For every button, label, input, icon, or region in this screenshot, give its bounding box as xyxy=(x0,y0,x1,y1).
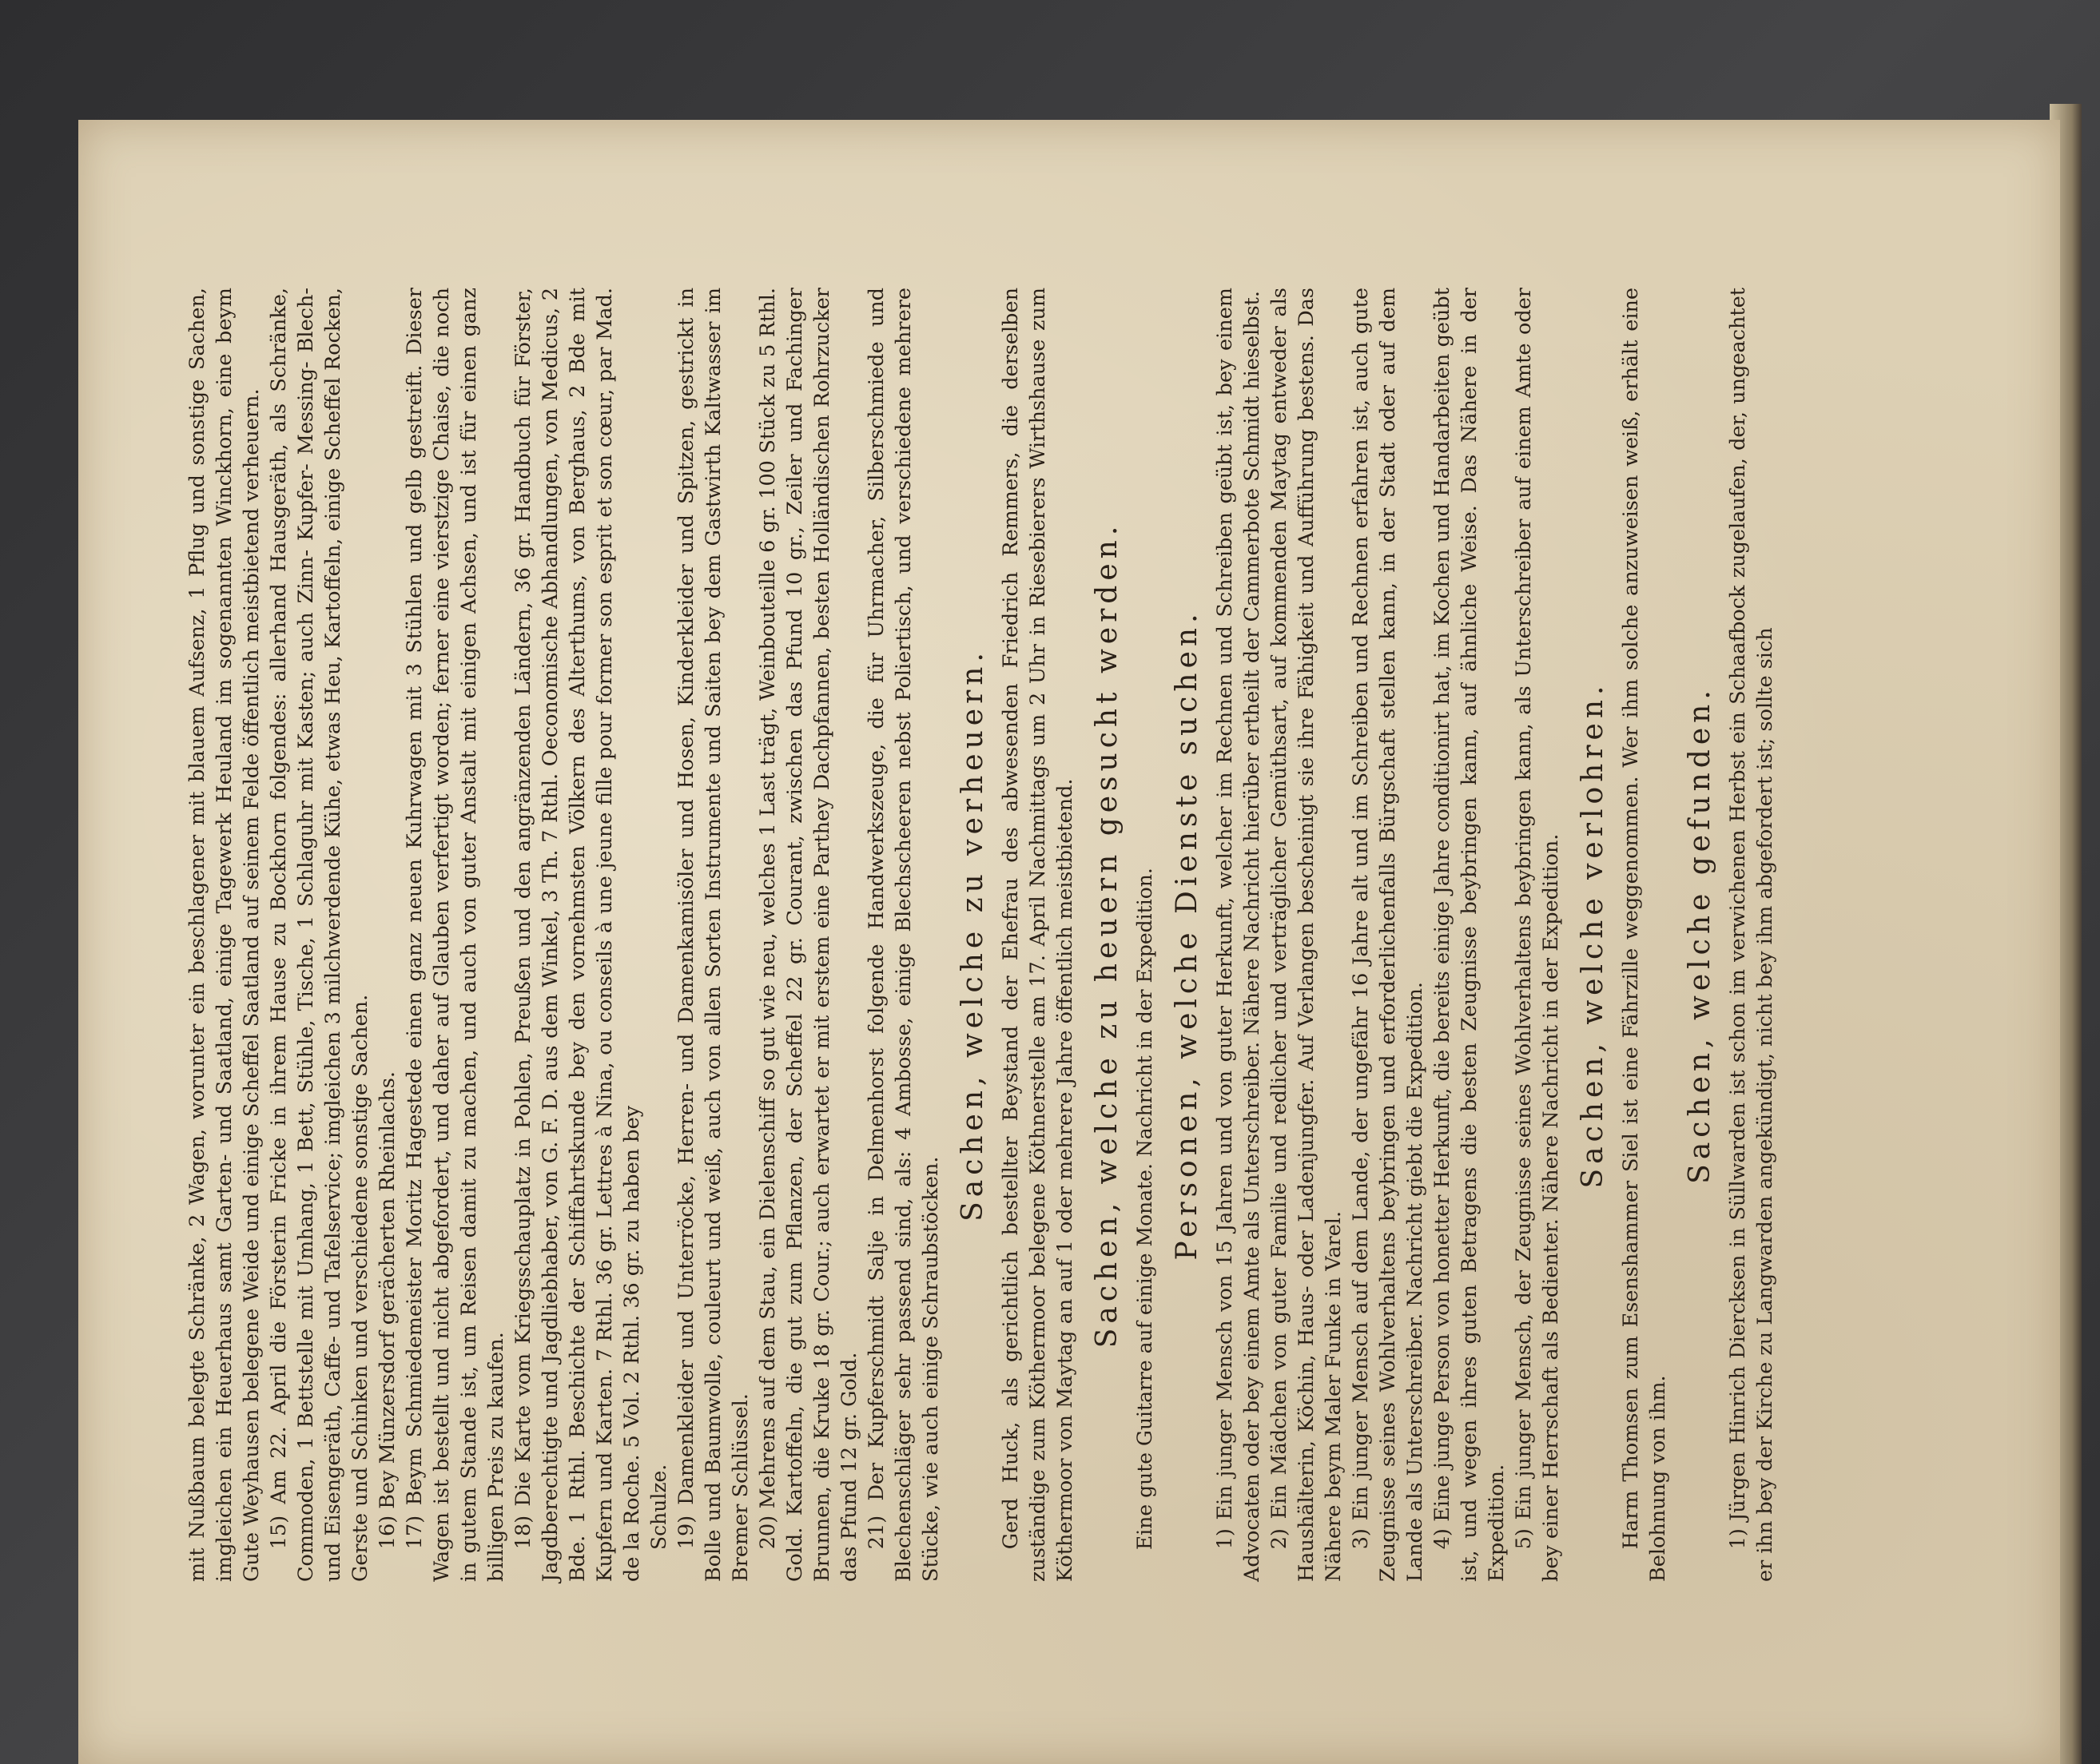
paragraph-19: 19) Damenkleider und Unterröcke, Herren- und Damenkamisöler und Hosen, Kinderkleider und Spitzen, gestrickt in Bolle und Baumwolle, couleurt und weiß, auch von allen Sorten Instrumente und Saiten bey dem Gastwirth Kaltwasser im Bremer Schlüssel. xyxy=(674,288,753,1582)
rotated-text-block xyxy=(184,288,1878,1582)
signature-schulze: Schulze. xyxy=(647,1464,670,1550)
paragraph-20: 20) Mehrens auf dem Stau, ein Dielenschiff so gut wie neu, welches 1 Last trägt, Weinbouteille 6 gr. 100 Stück zu 5 Rthl. Gold. Kartoffeln, die gut zum Pflanzen, der Scheffel 22 gr. Courant, zwischen das Pfund 10 gr., Zeiler und Fachinger Brunnen, die Kruke 18 gr. Cour.; auch erwartet er mit erstem eine Parthey Dachpfannen, besten Holländischen Rohrzucker das Pfund 12 gr. Gold. xyxy=(756,288,861,1582)
dienste-item-1: 1) Ein junger Mensch von 15 Jahren und von guter Herkunft, welcher im Rechnen und Schreiben geübt ist, bey einem Advocaten oder bey einem Amte als Unterschreiber. Nähere Nachricht hierüber ertheilt der Cammerbote Schmidt hieselbst. xyxy=(1213,288,1264,1582)
dienste-item-3: 3) Ein junger Mensch auf dem Lande, der ungefähr 16 Jahre alt und im Schreiben und Rechnen erfahren ist, auch gute Zeugnisse seines Wohlverhaltens beybringen und erforderlichenfalls Bürgschaft stellen kann, in der Stadt oder auf dem Lande als Unterschreiber. Nachricht giebt die Expedition. xyxy=(1349,288,1427,1582)
paragraph-18: 18) Die Karte vom Kriegsschauplatz in Pohlen, Preußen und den angränzenden Ländern, 36 gr. Handbuch für Förster, Jagdberechtigte und Jagdliebhaber, von G. F. D. aus dem Winkel, 3 Th. 7 Rthl. Oeconomische Abhandlungen, von Medicus, 2 Bde. 1 Rthl. Beschichte der Schiffahrtskunde bey den vornehmsten Völkern des Alterthums, von Berghaus, 2 Bde mit Kupfern und Karten. 7 Rthl. 36 gr. Lettres à Nina, ou conseils à une jeune fille pour former son esprit et son cœur, par Mad. de la Roche. 5 Vol. 2 Rthl. 36 gr. zu haben bey xyxy=(511,288,644,1582)
paragraph-17: 17) Beym Schmiedemeister Moritz Hagestede einen ganz neuen Kuhrwagen mit 3 Stühlen und gelb gestreift. Dieser Wagen ist bestellt und nicht abgefordert, und daher auf Glauben verfertigt worden; ferner eine vierstzige Chaise, die noch in gutem Stande ist, um Reisen damit zu machen, und auch von guter Anstalt mit einigen Achsen, und ist für einen ganz billigen Preis zu kaufen. xyxy=(403,288,508,1582)
heuern-gesucht-text: Eine gute Guitarre auf einige Monate. Nachricht in der Expedition. xyxy=(1133,868,1156,1550)
dienste-item-2: 2) Ein Mädchen von guter Familie und redlicher und verträglicher Gemüthsart, auf kommenden Maytag entweder als Haushälterin, Köchin, Haus- oder Ladenjungfer. Auf Verlangen bescheinigt sie ihre Fähigkeit und Aufführung bestens. Das Nähere beym Maler Funke in Varel. xyxy=(1267,288,1346,1582)
heading-dienste-suchen: Personen, welche Dienste suchen. xyxy=(1171,609,1203,1261)
heading-gefunden: Sachen, welche gefunden. xyxy=(1684,685,1716,1184)
paragraph-16: 16) Bey Münzersdorf gerächerten Rheinlachs. xyxy=(376,1071,400,1550)
heading-zu-heuern-gesucht: Sachen, welche zu heuern gesucht werden. xyxy=(1091,521,1124,1349)
heading-zu-verheuern: Sachen, welche zu verheuern. xyxy=(957,648,989,1222)
heading-verlohren: Sachen, welche verlohren. xyxy=(1577,681,1609,1189)
gefunden-text: 1) Jürgen Hinrich Diercksen in Süllwarden ist schon im verwichenen Herbst ein Schaafbock zugelaufen, der, ungeachtet er ihn bey der Kirche zu Langwarden angekündigt, nicht bey ihm abgefordert ist; sollte sich xyxy=(1726,288,1777,1582)
verlohren-text: Harm Thomsen zum Esenshammer Siel ist eine Fährzille weggenommen. Wer ihm solche anzuweisen weiß, erhält eine Belohnung von ihm. xyxy=(1619,288,1670,1582)
paragraph-15: 15) Am 22. April die Försterin Fricke in ihrem Hause zu Bockhorn folgendes: allerhand Hausgeräth, als Schränke, Commoden, 1 Bettstelle mit Umhang, 1 Bett, Stühle, Tische, 1 Schlaguhr mit Kasten; auch Zinn- Kupfer- Messing- Blech- und Eisengeräth, Caffe- und Tafelservice; imgleichen 3 milchwerdende Kühe, etwas Heu, Kartoffeln, einige Scheffel Rocken, Gerste und Schinken und verschiedene sonstige Sachen. xyxy=(267,288,372,1582)
verheuern-text: Gerd Huck, als gerichtlich bestellter Beystand der Ehefrau des abwesenden Friedrich Remmers, die derselben zuständige zum Köthermoor belegene Köthnerstelle am 17. April Nachmittags um 2 Uhr in Riesebierers Wirthshause zum Köthermoor von Maytag an auf 1 oder mehrere Jahre öffentlich meistbietend. xyxy=(999,288,1077,1582)
dienste-item-5: 5) Ein junger Mensch, der Zeugnisse seines Wohlverhaltens beybringen kann, als Unterschreiber auf einem Amte oder bey einer Herrschaft als Bedienter. Nähere Nachricht in der Expedition. xyxy=(1512,288,1563,1582)
dienste-item-4: 4) Eine junge Person von honetter Herkunft, die bereits einige Jahre conditionirt hat, im Kochen und Handarbeiten geübt ist, und wegen ihres guten Betragens die besten Zeugnisse beybringen kann, auf ähnliche Weise. Das Nähere in der Expedition. xyxy=(1430,288,1509,1582)
paragraph-14-continued: mit Nußbaum belegte Schränke, 2 Wagen, worunter ein beschlagener mit blauem Aufsenz, 1 Pflug und sonstige Sachen, imgleichen ein Heuerhaus samt Garten- und Saatland, einige Tagewerk Heuland im sogenannten Winckhorn, eine beym Gute Weyhausen belegene Weide und einige Scheffel Saatland auf seinem Felde öffentlich meistbietend verheuern. xyxy=(185,288,264,1582)
paragraph-21: 21) Der Kupferschmidt Salje in Delmenhorst folgende Handwerkszeuge, die für Uhrmacher, Silberschmiede und Blechenschläger sehr passend sind, als: 4 Ambosse, einige Blechscheeren nebst Poliertisch, und verschiedene mehrere Stücke, wie auch einige Schraubstöcken. xyxy=(865,288,943,1582)
